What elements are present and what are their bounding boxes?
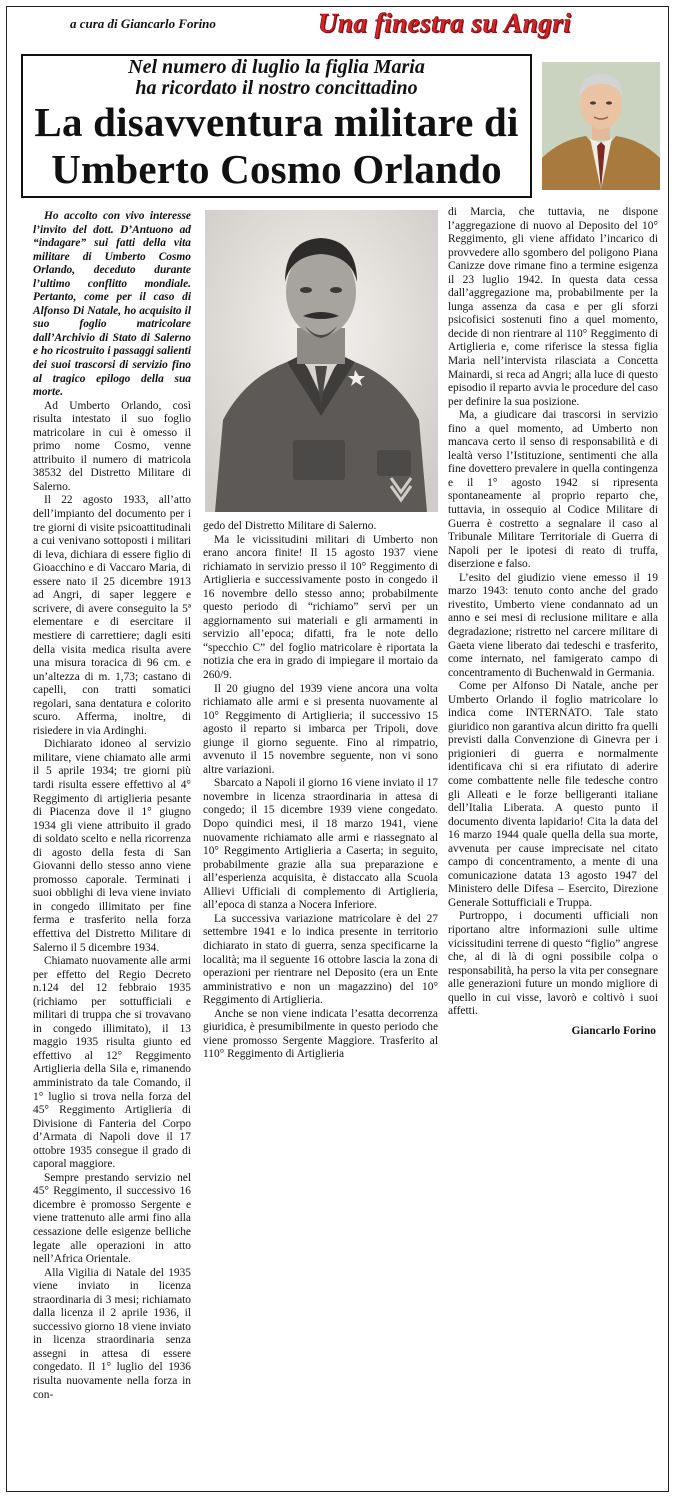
body-paragraph: Sbarcato a Napoli il giorno 16 viene inviato il 17 novembre in licenza straordinaria in attesa di congedo; il 15 dicembre 1939 viene congedato. Dopo quindici mesi, il 18 marzo 1941, viene nuovamente richiamato alle armi e riassegnato al 10° Reggimento Artiglieria a Caserta; in seguito, probabilmente grazie alla sua preparazione e all’esperienza acquisita, è distaccato alla Scuola Allievi Ufficiali di complemento di Artiglieria, all’epoca di stanza a Nocera Inferiore. bbox=[203, 777, 438, 912]
article-column-2 bbox=[203, 520, 438, 1062]
series-title: Una finestra su Angri bbox=[318, 8, 572, 38]
body-paragraph: Anche se non viene indicata l’esatta decorrenza giuridica, è presumibilmente in questo periodo che viene promosso Sergente Maggiore. Trasferito al 110° Reggimento di Artiglieria bbox=[203, 1007, 438, 1061]
body-paragraph-continued: di Marcia, che tuttavia, ne dispone l’aggregazione di nuovo al Deposito del 10° Reggimento, gli viene affidato l’incarico di provvedere allo sgombero del poligono Piana Canizze dove rimane fino a termine esigenza il 23 luglio 1942. In questa data cessa dall’aggregazione ma, probabilmente per la lunga assenza da casa e per gli sforzi psicofisici sostenuti fino a quel momento, decide di non rientrare al 110° Reggimento di Artiglieria e, come riferisce la stessa figlia Maria nell’intervista rilasciata a Concetta Mainardi, si reca ad Angri; alla luce di questo episodio il reparto avvia le procedure del caso per definire la sua posizione. bbox=[448, 206, 658, 408]
kicker-line-2: ha ricordato il nostro concittadino bbox=[135, 77, 418, 99]
body-paragraph: Il 22 agosto 1933, all’atto dell’impianto del documento per i tre giorni di visite psicoattitudinali a cui venivano sottoposti i militari di leva, dichiara di essere figlio di Gioacchino e di Vaccaro Maria, di essere nato il 25 dicembre 1913 ad Angri, di saper leggere e scrivere, di avere conseguito la 5ª elementare e di esercitare il mestiere di carrettiere; dagli esiti della visita medica risulta avere una misura toracica di 96 cm. e un’altezza di m. 1,73; castano di capelli, con tratti somatici regolari, sana dentatura e colorito scuro. Afferma, inoltre, di risiedere in via Ardinghi. bbox=[33, 494, 191, 737]
body-paragraph: Chiamato nuovamente alle armi per effetto del Regio Decreto n.124 del 12 febbraio 1935 (richiamo per sottufficiali e militari di truppa che si trovavano in congedo illimitato), il 13 maggio 1935 risulta giunto ed effettivo al 12° Reggimento Artiglieria della Sila e, rimanendo amministrato da tale Comando, il 1° luglio si trova nella forza del 45° Reggimento Artiglieria di Divisione di Fanteria del Corpo d’Armata di Napoli dove il 17 ottobre 1935 consegue il grado di caporal maggiore. bbox=[33, 955, 191, 1171]
body-paragraph: L’esito del giudizio viene emesso il 19 marzo 1943: tenuto conto anche del grado rivestito, Umberto viene condannato ad un anno e sei mesi di reclusione militare e alla degradazione; ristretto nel carcere militare di Gaeta viene liberato dai tedeschi e trasferito, come internato, nel famigerato campo di concentramento di Buchenwald in Germania. bbox=[448, 571, 658, 679]
headline-box bbox=[21, 54, 532, 198]
body-paragraph: Ad Umberto Orlando, così risulta intestato il suo foglio matricolare in cui è omesso il primo nome Cosmo, venne attribuito il numero di matricola 38532 del Distretto Militare di Salerno. bbox=[33, 399, 191, 493]
intro-paragraph: Ho accolto con vivo interesse l’invito del dott. D’Antuono ad “indagare” sui fatti della vita militare di Umberto Cosmo Orlando, deceduto durante l’ultimo conflitto mondiale. Pertanto, come per il caso di Alfonso Di Natale, ho acquisito il suo foglio matricolare dall’Archivio di Stato di Salerno e ho ricostruito i passaggi salienti dei suoi trascorsi di servizio fino al tragico epilogo della sua morte. bbox=[33, 210, 191, 399]
body-paragraph: Ma, a giudicare dai trascorsi in servizio fino a quel momento, ad Umberto non mancava certo il senso di responsabilità e di lealtà verso l’Istituzione, sentimenti che alla fine dovettero prevalere in quella contingenza e il 1° agosto 1942 si ripresenta spontaneamente al proprio reparto che, tuttavia, in ossequio al Codice Militare di Guerra è costretto a segnalare il caso al Tribunale Militare Territoriale di Guerra di Napoli per le ipotesi di reato di truffa, diserzione e falso. bbox=[448, 409, 658, 571]
body-paragraph: La successiva variazione matricolare è del 27 settembre 1941 e lo indica presente in territorio dichiarato in stato di guerra, senza specificarne la località; ma il seguente 16 ottobre lascia la zona di operazioni per rientrare nel Deposito (era un Ente amministrativo e non un magazzino) del 10° Reggimento di Artiglieria. bbox=[203, 912, 438, 1007]
body-paragraph: Il 20 giugno del 1939 viene ancora una volta richiamato alle armi e si presenta nuovamente al 10° Reggimento di Artiglieria; il successivo 15 agosto il reparto si imbarca per Tripoli, dove giunge il giorno seguente. Fino al rimpatrio, avvenuto il 15 novembre seguente, non vi sono altre variazioni. bbox=[203, 682, 438, 776]
kicker-line-1: Nel numero di luglio la figlia Maria bbox=[128, 56, 425, 78]
soldier-portrait-photo bbox=[205, 210, 438, 512]
body-paragraph-continued: gedo del Distretto Militare di Salerno. bbox=[203, 520, 377, 532]
body-paragraph: Ma le vicissitudini militari di Umberto non erano ancora finite! Il 15 agosto 1937 viene richiamato in servizio presso il 10° Reggimento di Artiglieria e successivamente posto in congedo il 16 novembre dello stesso anno; probabilmente questo periodo di “richiamo” servì per un aggiornamento sui materiali e gli armamenti in servizio all’epoca; difatti, fra le note dello “specchio C” del foglio matricolare è riportata la notizia che era in grado di impiegare il mortaio da 260/9. bbox=[203, 533, 438, 682]
article-column-1 bbox=[33, 210, 191, 1402]
author-signature: Giancarlo Forino bbox=[571, 1024, 656, 1037]
body-paragraph: Dichiarato idoneo al servizio militare, viene chiamato alle armi il 5 aprile 1934; tre giorni più tardi risulta essere effettivo al 4° Reggimento di artiglieria pesante di Piacenza dove il 1° giugno 1934 gli viene attribuito il grado di soldato scelto e nella ricorrenza di agosto della festa di San Giovanni dello stesso anno viene promosso caporale. Terminati i suoi obblighi di leva viene inviato in congedo illimitato per fine ferma e trasferito nella forza effettiva del Distretto Militare di Salerno il 5 dicembre 1934. bbox=[33, 738, 191, 954]
curator-credit: a cura di Giancarlo Forino bbox=[70, 16, 216, 31]
article-column-3 bbox=[448, 206, 658, 1037]
body-paragraph: Alla Vigilia di Natale del 1935 viene inviato in licenza straordinaria di 3 mesi; richiamato dalla licenza il 2 aprile 1936, il successivo giorno 18 viene inviato in licenza straordinaria senza assegni in attesa di essere congedato. Il 1° luglio del 1936 risulta nuovamente nella forza in con- bbox=[33, 1266, 191, 1401]
body-paragraph: Come per Alfonso Di Natale, anche per Umberto Orlando il foglio matricolare lo indica come INTERNATO. Tale stato giuridico non garantiva alcun diritto fra quelli previsti dalla Convenzione di Ginevra per i prigionieri di guerra e normalmente identificava chi si era rifiutato di aderire come combattente nelle file tedesche contro gli Alleati e le forze belligeranti italiane dell’Italia Liberata. A questo punto il documento diventa lapidario! Cita la data del 16 marzo 1944 quale quella della sua morte, avvenuta per cause imprecisate nel citato campo di concentramento, a mente di una comunicazione datata 13 agosto 1947 del Ministero delle Difesa – Esercito, Direzione Generale Sottufficiali e Truppa. bbox=[448, 680, 658, 909]
headline-line-2: Umberto Cosmo Orlando bbox=[51, 146, 502, 192]
body-paragraph: Sempre prestando servizio nel 45° Reggimento, il successivo 16 dicembre è promosso Sergente e viene trattenuto alle armi fino alla cessazione delle esigenze belliche legate alle operazioni in atto nell’Africa Orientale. bbox=[33, 1171, 191, 1266]
headline-line-1: La disavventura militare di bbox=[34, 99, 519, 145]
body-paragraph: Purtroppo, i documenti ufficiali non riportano altre informazioni sulle ultime vicissitudini terrene di questo “figlio” angrese che, al di là di ogni possibile colpa o responsabilità, ha perso la vita per consegnare alle generazioni future un mondo migliore di quello in cui visse, lavorò e coltivò i suoi affetti. bbox=[448, 910, 658, 1018]
author-photo bbox=[542, 62, 660, 190]
